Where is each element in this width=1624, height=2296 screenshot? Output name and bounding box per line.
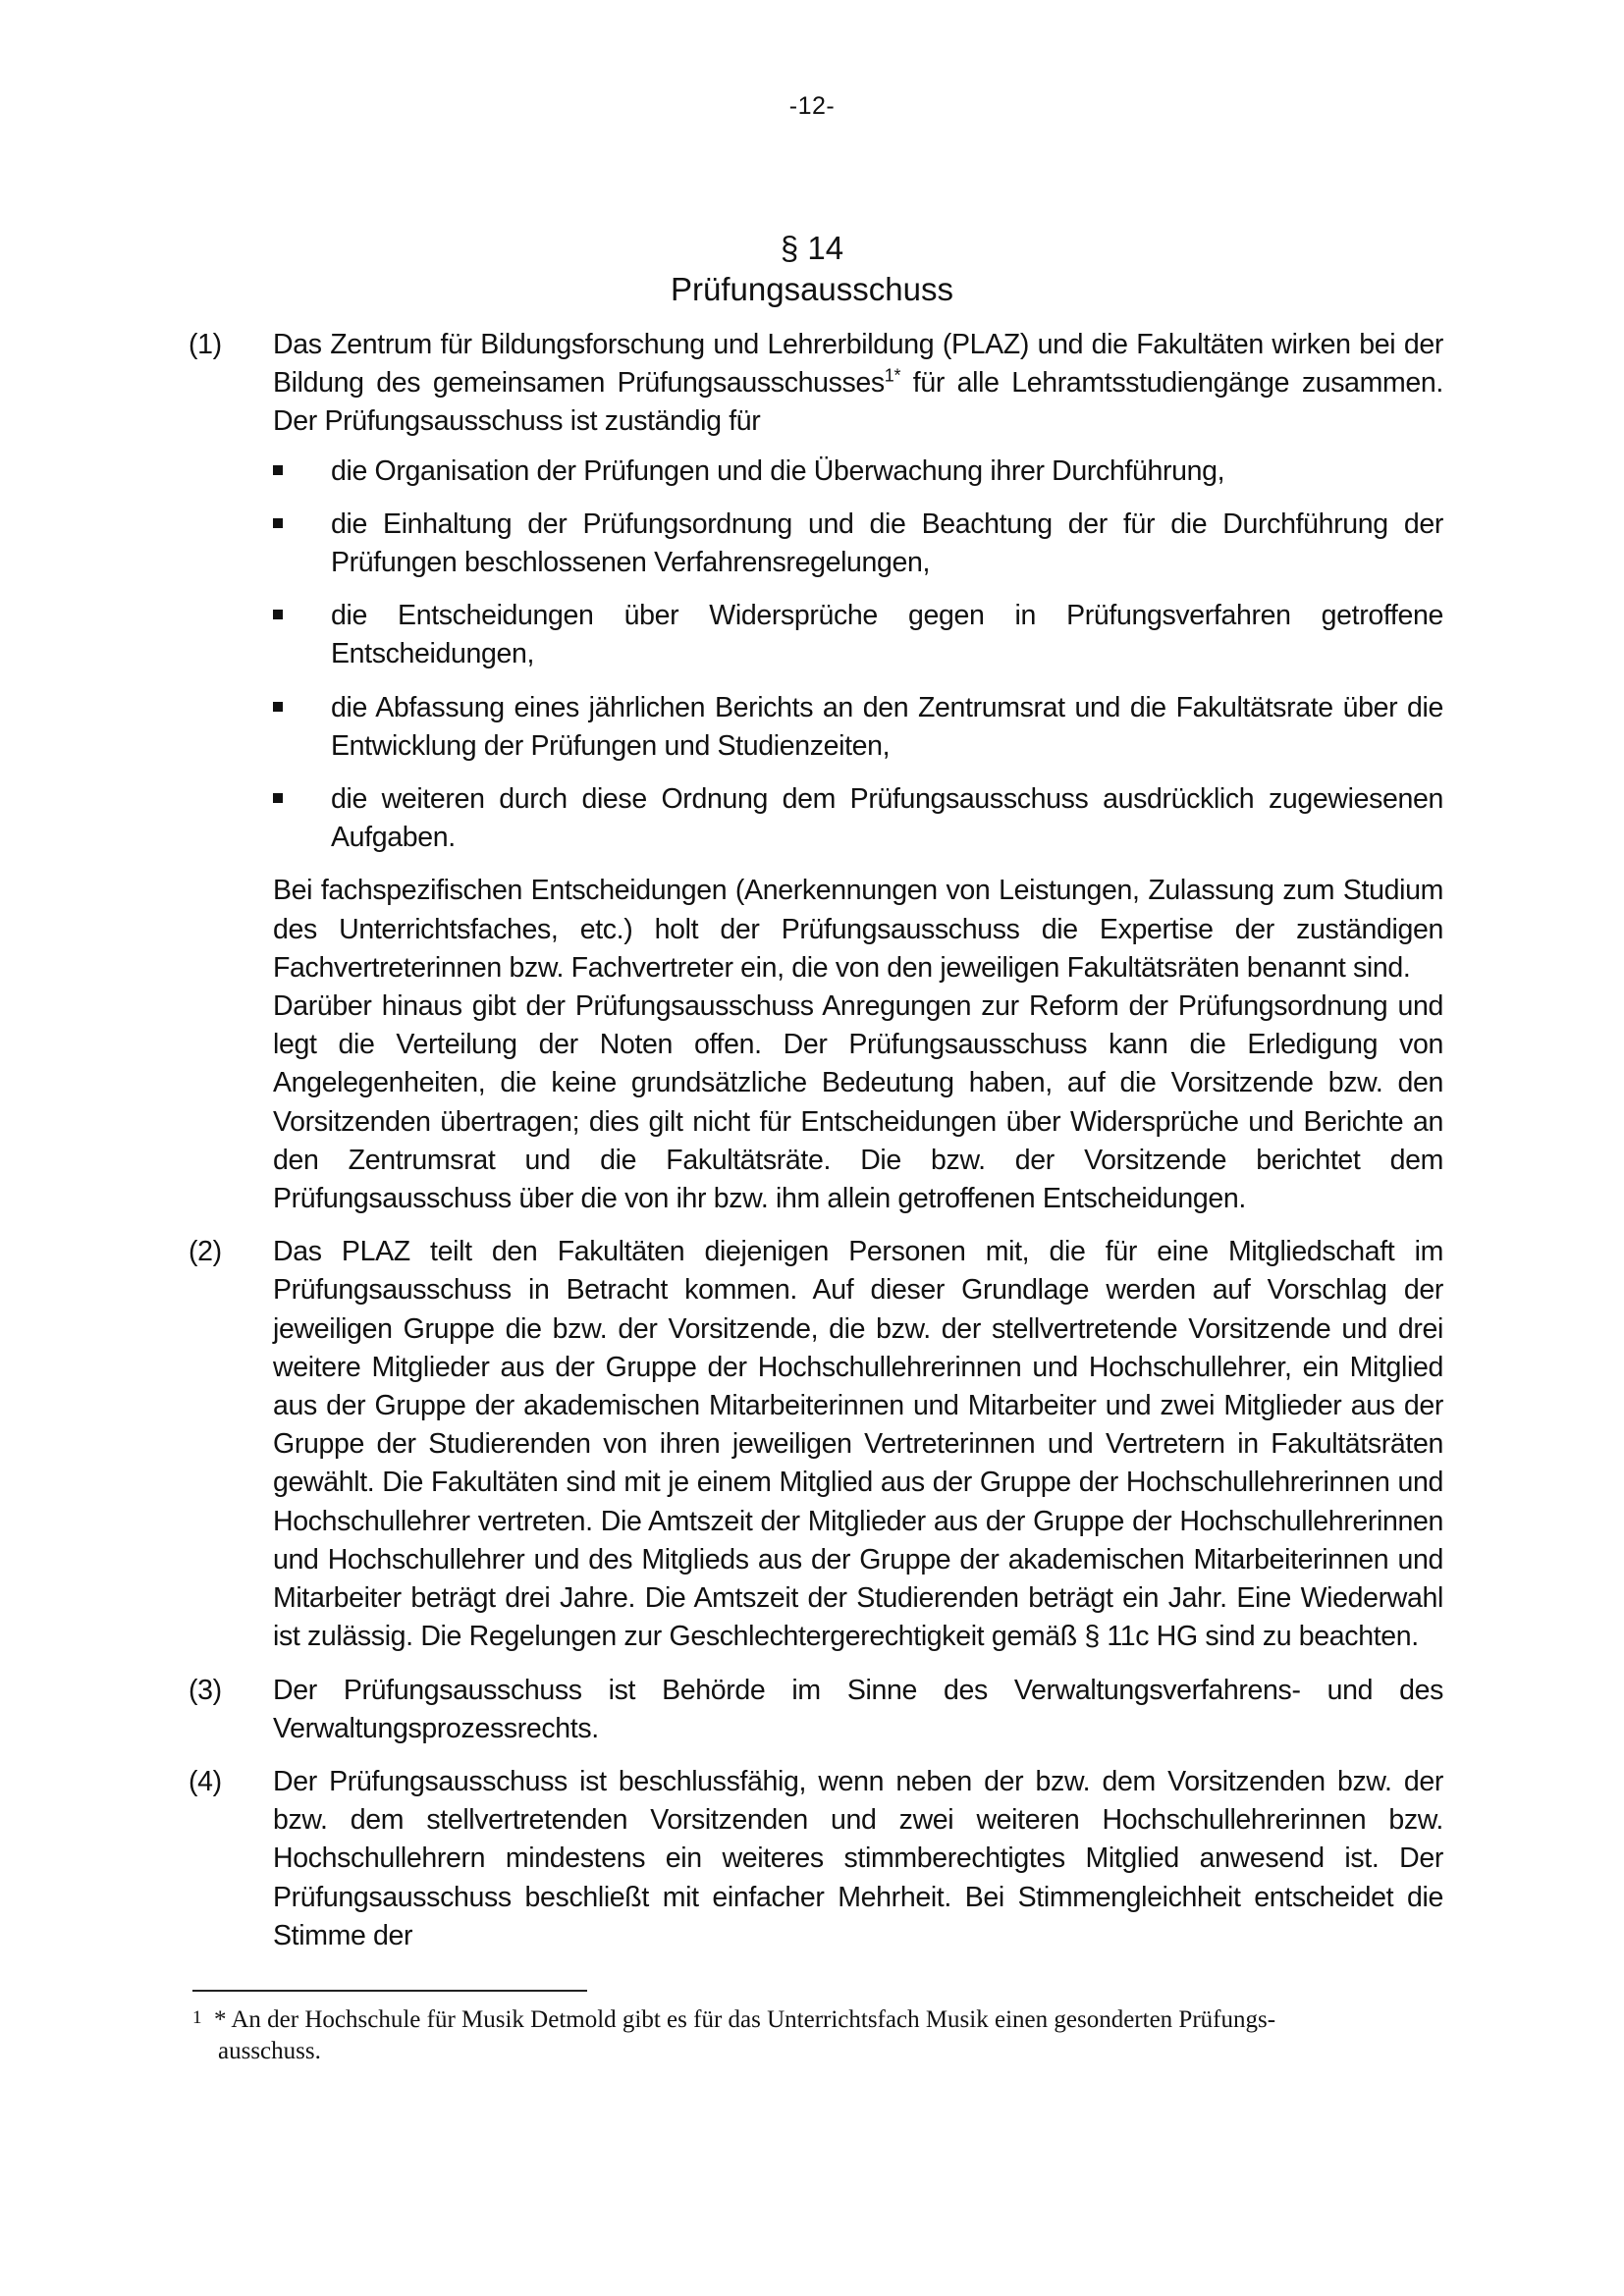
footnote-mark: 1 xyxy=(192,2007,202,2028)
list-item: die Einhaltung der Prüfungsordnung und die Beachtung der für die Durchführung der Prüfungen beschlossenen Verfahrensregelungen, xyxy=(273,506,1443,582)
paragraph-2 xyxy=(189,1233,1443,1656)
paragraph-text: Der Prüfungsausschuss ist Behörde im Sinne des Verwaltungsverfahrens- und des Verwaltungsprozessrechts. xyxy=(273,1674,1443,1744)
section-number: § 14 xyxy=(780,230,844,266)
paragraph-number: (4) xyxy=(189,1765,222,1797)
paragraph-3 xyxy=(189,1672,1443,1748)
paragraph-number: (1) xyxy=(189,329,222,360)
footnote-reference: 1* xyxy=(884,365,901,386)
bullet-icon xyxy=(273,465,283,475)
paragraph-number: (2) xyxy=(189,1236,222,1268)
list-item: die Organisation der Prüfungen und die Überwachung ihrer Durchführung, xyxy=(273,453,1443,491)
section-body xyxy=(189,326,1443,1955)
section-heading xyxy=(0,228,1624,310)
paragraph-text: Das Zentrum für Bildungsforschung und Lehrerbildung (PLAZ) und die Fakultäten wirken bei der Bildung des gemeinsamen Prüfungsausschusses xyxy=(273,329,1443,400)
page-number: -12- xyxy=(788,92,836,120)
footnote-divider xyxy=(192,1990,587,1992)
bullet-icon xyxy=(273,610,283,619)
paragraph-text: Der Prüfungsausschuss ist beschlussfähig, wenn neben der bzw. dem Vorsitzenden bzw. der bzw. dem stellvertretenden Vorsitzenden und zwei weiteren Hochschullehrerinnen bzw. Hochschullehrern mindestens ein weiteres stimmberechtigtes Mitglied anwesend ist. Der Prüfungsausschuss beschließt mit einfacher Mehrheit. Bei Stimmengleichheit entscheidet die Stimme der xyxy=(273,1765,1443,1951)
paragraph-number: (3) xyxy=(189,1674,222,1706)
footnote xyxy=(192,2004,1420,2067)
paragraph-text: für alle Lehramtsstudiengänge zusammen. Der Prüfungsausschuss ist zuständig für xyxy=(273,367,1443,438)
bullet-icon xyxy=(273,702,283,712)
list-item: die Entscheidungen über Widersprüche gegen in Prüfungsverfahren getroffene Entscheidungen, xyxy=(273,597,1443,673)
section-title: Prüfungsausschuss xyxy=(671,271,953,307)
footnote-text-continued: ausschuss. xyxy=(218,2038,321,2064)
footnote-text: * An der Hochschule für Musik Detmold gibt es für das Unterrichtsfach Musik einen gesonderten Prüfungs- xyxy=(214,2006,1276,2033)
paragraph-1-continuation: Bei fachspezifischen Entscheidungen (Anerkennungen von Leistungen, Zulassung zum Studium des Unterrichtsfaches, etc.) holt der Prüfungsausschuss die Expertise der zuständigen Fachvertreterinnen bzw. Fachvertreter ein, die von den jeweiligen Fakultätsräten benannt sind. xyxy=(273,875,1443,984)
paragraph-1-continuation: Darüber hinaus gibt der Prüfungsausschuss Anregungen zur Reform der Prüfungsordnung und legt die Verteilung der Noten offen. Der Prüfungsausschuss kann die Erledigung von Angelegenheiten, die keine grundsätzliche Bedeutung haben, auf die Vorsitzende bzw. den Vorsitzenden übertragen; dies gilt nicht für Entscheidungen über Widersprüche und Berichte an den Zentrumsrat und die Fakultätsräte. Die bzw. der Vorsitzende berichtet dem Prüfungsausschuss über die von ihr bzw. ihm allein getroffenen Entscheidungen. xyxy=(273,990,1443,1215)
bullet-icon xyxy=(273,518,283,528)
paragraph-4 xyxy=(189,1763,1443,1955)
paragraph-1 xyxy=(189,326,1443,442)
paragraph-text: Das PLAZ teilt den Fakultäten diejenigen Personen mit, die für eine Mitgliedschaft im Prüfungsausschuss in Betracht kommen. Auf dieser Grundlage werden auf Vorschlag der jeweiligen Gruppe die bzw. der Vorsitzende, die bzw. der stellvertretende Vorsitzende und drei weitere Mitglieder aus der Gruppe der Hochschullehrerinnen und Hochschullehrer, ein Mitglied aus der Gruppe der akademischen Mitarbeiterinnen und Mitarbeiter und zwei Mitglieder aus der Gruppe der Studierenden von ihren jeweiligen Vertreterinnen und Vertretern in Fakultätsräten gewählt. Die Fakultäten sind mit je einem Mitglied aus der Gruppe der Hochschullehrerinnen und Hochschullehrer vertreten. Die Amtszeit der Mitglieder aus der Gruppe der Hochschullehrerinnen und Hochschullehrer und des Mitglieds aus der Gruppe der akademischen Mitarbeiterinnen und Mitarbeiter beträgt drei Jahre. Die Amtszeit der Studierenden beträgt ein Jahr. Eine Wiederwahl ist zulässig. Die Regelungen zur Geschlechtergerechtigkeit gemäß § 11c HG sind zu beachten. xyxy=(273,1236,1443,1653)
duties-list xyxy=(273,453,1443,858)
list-item: die Abfassung eines jährlichen Berichts an den Zentrumsrat und die Fakultätsrate über die Entwicklung der Prüfungen und Studienzeiten, xyxy=(273,689,1443,766)
list-item: die weiteren durch diese Ordnung dem Prüfungsausschuss ausdrücklich zugewiesenen Aufgaben. xyxy=(273,780,1443,857)
bullet-icon xyxy=(273,793,283,803)
